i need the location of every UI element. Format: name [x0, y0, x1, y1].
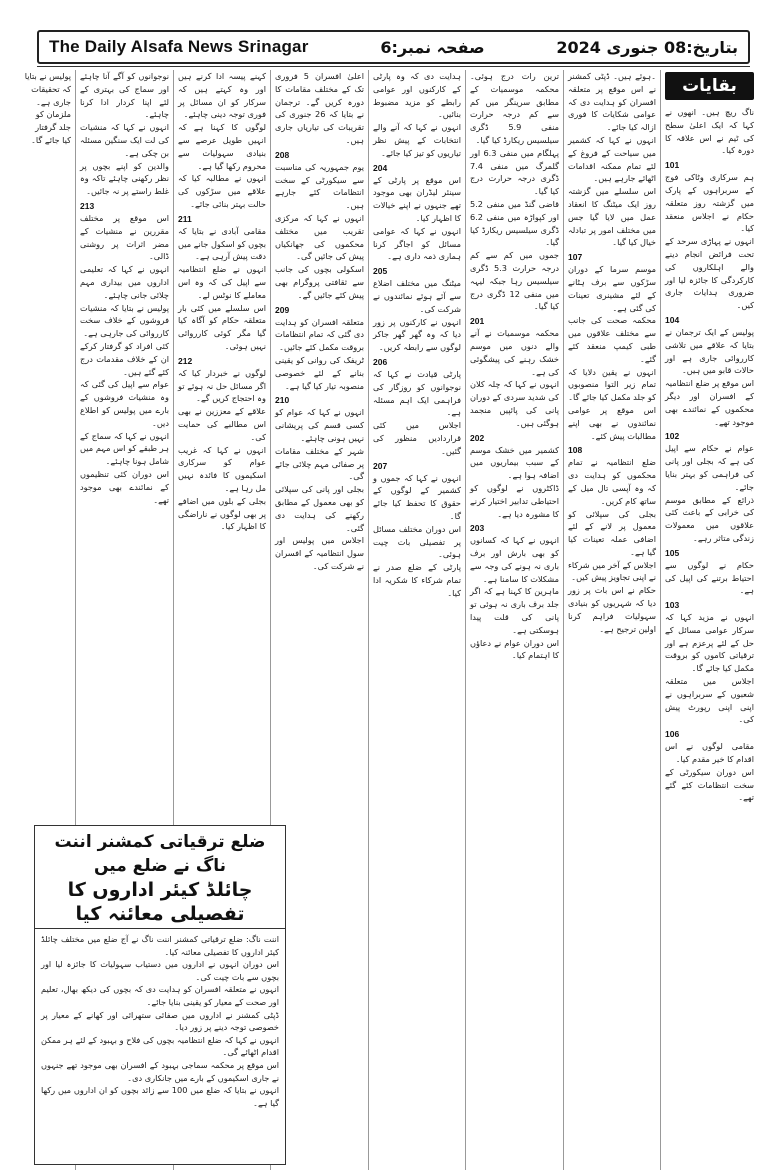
article-text: جموں میں کم سے کم درجہ حرارت 5.3 ڈگری سیلسیس رہا جبکہ لیہہ میں منفی 12 ڈگری درج کیا گیا۔ — [470, 250, 559, 312]
article-text: اجلاس میں پولیس اور سول انتظامیہ کے افسران نے شرکت کی۔ — [275, 535, 364, 571]
article-text: کیا جائے گا۔ — [31, 134, 71, 145]
article-text: ترین رات درج ہوئی۔ محکمہ موسمیات کے مطابق سرینگر میں کم سے کم درجہ حرارت منفی 5.9 ڈگری سیلسیس ریکارڈ کیا گیا۔ — [470, 71, 559, 145]
article-text: ہم سرکاری وٹاکی فوج کے سربراہوں کے پارک میں گزشتہ روز متعلقہ حکام نے اجلاس منعقد کیا۔ — [665, 172, 754, 234]
feature-text: اس موقع پر محکمہ سماجی بہبود کے افسران بھی موجود تھے جنہوں نے جاری اسکیموں کے بارے میں جانکاری دی۔ — [41, 1059, 279, 1083]
article-text: اس سلسلے میں کئی بار متعلقہ حکام کو آگاہ کیا گیا مگر کوئی کارروائی نہیں ہوئی۔ — [178, 302, 266, 351]
article-text: اجلاس کے آخر میں شرکاء نے اپنی تجاویز پیش کیں۔ — [568, 559, 656, 583]
article-text: پولیس کے ایک ترجمان نے بتایا کہ علاقے میں تلاشی کارروائی جاری ہے اور حالات قابو میں ہیں۔ — [665, 326, 754, 376]
story-marker: 202 — [470, 432, 485, 443]
article-text: ٹریفک کی روانی کو یقینی بنانے کے لئے خصوصی منصوبہ تیار کیا گیا ہے۔ — [275, 354, 364, 391]
article-text: پارٹی قیادت نے کہا کہ نوجوانوں کو روزگار کی فراہمی ایک اہم مسئلہ ہے۔ — [373, 368, 461, 418]
article-text: اس موقع پر عوامی نمائندوں نے بھی اپنے مطالبات پیش کئے۔ — [568, 404, 656, 441]
article-text: اعلیٰ افسران 5 فروری تک کے مختلف مقامات کا دورہ کریں گے۔ ترجمان نے بتایا کہ 26 جنوری کی تقریبات کی تیاریاں جاری ہیں۔ — [275, 71, 364, 145]
article-text: قاضی گنڈ میں منفی 5.2 اور کپواڑہ میں منفی 6.2 ڈگری سیلسیس ریکارڈ کیا گیا۔ — [470, 198, 559, 248]
story-marker: 213 — [80, 200, 95, 211]
article-text: ڈاکٹروں نے لوگوں کو احتیاطی تدابیر اختیار کرنے کا مشورہ دیا ہے۔ — [470, 482, 559, 519]
column-2 — [563, 70, 660, 1170]
article-text: انہوں نے کہا کہ سماج کے ہر طبقے کو اس مہم میں شامل ہونا چاہئے۔ — [80, 430, 169, 467]
article-text: انہوں نے کہا کہ جموں و کشمیر کے لوگوں کے حقوق کا تحفظ کیا جائے گا۔ — [373, 472, 461, 521]
article-text: موسم سرما کے دوران سڑکوں سے برف ہٹانے کے لئے مشینری تعینات کی گئی ہے۔ — [568, 264, 656, 313]
article-text: ذرائع کے مطابق موسم کی خرابی کے باعث کئی علاقوں میں معمولات زندگی متاثر رہے۔ — [665, 494, 754, 543]
article-text: کشمیر میں خشک موسم کے سبب بیماریوں میں اضافہ ہوا ہے۔ — [470, 444, 559, 481]
article-text: اس دوران سیکورٹی کے سخت انتظامات کئے گئے تھے۔ — [665, 766, 754, 803]
masthead — [37, 30, 750, 64]
feature-headline — [35, 826, 285, 929]
article-text: محکمہ موسمیات نے آنے والے دنوں میں موسم خشک رہنے کی پیشگوئی کی ہے۔ — [470, 328, 559, 377]
story-marker: 104 — [665, 314, 680, 325]
article-text: انہوں نے کہا کہ چلہ کلان کی شدید سردی کے دوران پانی کی پائپیں منجمد ہوگئی ہیں۔ — [470, 379, 559, 428]
story-marker: 201 — [470, 316, 485, 327]
story-marker: 103 — [665, 600, 680, 611]
issue-date: بتاریخ:08 جنوری 2024 — [556, 37, 738, 57]
section-title: بقایات — [665, 72, 754, 100]
article-text: انہوں نے کارکنوں پر زور دیا کہ وہ گھر گھر جاکر لوگوں سے رابطہ کریں۔ — [373, 316, 461, 353]
article-text: انہوں نے یقین دلایا کہ تمام زیر التوا منصوبوں کو جلد مکمل کیا جائے گا۔ — [568, 366, 656, 403]
column-1 — [660, 70, 758, 1170]
story-marker: 210 — [275, 395, 290, 406]
feature-body — [35, 929, 285, 1113]
article-text: انہوں نے مزید کہا کہ سرکار عوامی مسائل کے حل کے لئے پرعزم ہے اور ترقیاتی کاموں کو بروقت مکمل کیا جائے گا۔ — [665, 612, 754, 674]
article-text: ضلع انتظامیہ نے تمام محکموں کو ہدایت دی کہ وہ آپسی تال میل کے ساتھ کام کریں۔ — [568, 457, 656, 506]
article-text: والدین کو اپنے بچوں پر نظر رکھنی چاہئے تاکہ وہ غلط راستے پر نہ جائیں۔ — [80, 160, 169, 197]
article-text: نوجوانوں کو آگے آنا چاہئے اور سماج کی بہتری کے لئے اپنا کردار ادا کرنا چاہئے۔ — [80, 71, 169, 120]
article-text: انہوں نے کہا کہ عوامی مسائل کو اجاگر کرنا ہماری ذمہ داری ہے۔ — [373, 225, 461, 262]
article-text: متعلقہ افسران کو ہدایت دی گئی کہ تمام انتظامات بروقت مکمل کئے جائیں۔ — [275, 316, 364, 353]
article-text: اس دوران مختلف مسائل پر تفصیلی بات چیت ہوئی۔ — [373, 523, 461, 560]
article-text: انہوں نے کہا کہ کسانوں کو بھی بارش اور برف باری نہ ہونے کی وجہ سے مشکلات کا سامنا ہے۔ — [470, 535, 559, 584]
article-text: اجلاس میں کئی قراردادیں منظور کی گئیں۔ — [373, 420, 461, 456]
article-text: اسکولی بچوں کی جانب سے ثقافتی پروگرام بھی پیش کئے جائیں گے۔ — [275, 264, 364, 300]
article-text: مقامی لوگوں نے اس اقدام کا خیر مقدم کیا۔ — [665, 741, 754, 765]
page-number: صفحہ نمبر:6 — [380, 37, 485, 57]
article-text: اس دوران عوام نے دعاؤں کا اہتمام کیا۔ — [470, 637, 559, 661]
article-text: جلد گرفتار — [35, 122, 71, 133]
story-marker: 208 — [275, 149, 290, 160]
article-text: انہوں نے کہا کہ مرکزی تقریب میں مختلف محکموں کی جھانکیاں پیش کی جائیں گی۔ — [275, 212, 364, 262]
article-text: جاری ہے۔ — [36, 96, 71, 107]
article-text: اس دوران کئی تنظیموں کے نمائندے بھی موجود تھے۔ — [80, 468, 169, 505]
article-text: علاقے کے معززین نے بھی اس مطالبے کی حمایت کی۔ — [178, 406, 266, 442]
article-text: بجلی کے بلوں میں اضافے پر بھی لوگوں نے ناراضگی کا اظہار کیا۔ — [178, 495, 266, 532]
story-marker: 203 — [470, 523, 485, 534]
story-marker: 204 — [373, 162, 388, 173]
feature-story-box — [34, 825, 286, 1165]
story-marker: 107 — [568, 252, 583, 263]
article-text: لوگوں نے خبردار کیا کہ اگر مسائل حل نہ ہوئے تو وہ احتجاج کریں گے۔ — [178, 367, 266, 404]
story-marker: 207 — [373, 460, 388, 471]
story-marker: 106 — [665, 729, 680, 740]
article-text: انہوں نے مطالبہ کیا کہ علاقے میں سڑکوں کی حالت بہتر بنائی جائے۔ — [178, 173, 266, 209]
article-text: حکام نے لوگوں سے احتیاط برتنے کی اپیل کی ہے۔ — [665, 559, 754, 596]
story-marker: 108 — [568, 445, 583, 456]
article-text: بجلی کی سپلائی کو معمول پر لانے کے لئے اضافی عملہ تعینات کیا گیا ہے۔ — [568, 508, 656, 557]
article-text: انہوں نے کہا کہ منشیات کی لت ایک سنگین مسئلہ بن چکی ہے۔ — [80, 122, 169, 158]
feature-text: ڈپٹی کمشنر نے اداروں میں صفائی ستھرائی اور کھانے کے معیار پر خصوصی توجہ دینے پر زور دیا۔ — [41, 1009, 279, 1033]
article-text: ناگ ریچ ہیں۔ انھوں نے کہا کہ ایک اعلیٰ سطح کی ٹیم نے اس علاقہ کا دورہ کیا۔ — [665, 107, 754, 156]
article-text: اجلاس میں متعلقہ شعبوں کے سربراہوں نے اپنی اپنی رپورٹ پیش کی۔ — [665, 676, 754, 725]
feature-text: انہوں نے بتایا کہ ضلع میں 100 سے زائد بچوں کو ان اداروں میں رکھا گیا ہے۔ — [41, 1085, 279, 1108]
article-text: پولیس نے بتایا — [24, 71, 71, 81]
story-marker: 105 — [665, 547, 680, 558]
article-text: مقامی آبادی نے بتایا کہ بچوں کو اسکول جانے میں دقت پیش آرہی ہے۔ — [178, 225, 266, 262]
article-text: کئی افراد کو گرفتار کرکے ان کے خلاف مقدمات درج کئے گئے ہیں۔ — [80, 340, 169, 377]
article-text: کہنے پیسہ ادا کرنے ہیں اور وہ کہتے ہیں کہ سرکار کو ان مسائل پر فوری توجہ دینی چاہئے۔ — [178, 71, 266, 120]
article-text: انہوں نے کہا کہ کشمیر میں سیاحت کے فروغ کے لئے تمام ممکنہ اقدامات اٹھائے جارہے ہیں۔ — [568, 134, 656, 184]
feature-text: اننت ناگ: ضلع ترقیاتی کمشنر اننت ناگ نے آج ضلع میں مختلف چائلڈ کیئر اداروں کا تفصیلی معائنہ کیا۔ — [41, 934, 279, 957]
newspaper-name: The Daily Alsafa News Srinagar — [49, 37, 309, 56]
article-text: انہوں نے ضلع انتظامیہ سے اپیل کی کہ وہ اس معاملے کا نوٹس لے۔ — [178, 264, 266, 300]
feature-text: انہوں نے کہا کہ ضلع انتظامیہ بچوں کی فلاح و بہبود کے لئے ہر ممکن اقدام اٹھائے گی۔ — [41, 1034, 279, 1058]
article-text: عوام سے اپیل کی گئی کہ وہ منشیات فروشوں کے بارے میں پولیس کو اطلاع دیں۔ — [80, 379, 169, 428]
column-3 — [465, 70, 563, 1170]
story-marker: 102 — [665, 431, 680, 442]
story-marker: 211 — [178, 213, 192, 224]
article-text: محکمہ صحت کی جانب سے مختلف علاقوں میں طبی کیمپ منعقد کئے گئے۔ — [568, 315, 656, 364]
feature-text: انہوں نے متعلقہ افسران کو ہدایت دی کہ بچوں کی دیکھ بھال، تعلیم اور صحت کے معیار کو یقینی بنایا جائے۔ — [41, 984, 279, 1007]
article-text: انہوں نے پہاڑی سرحد کے تحت فرائض انجام دینے والے اہلکاروں کی کارکردگی کا جائزہ لیا اور ضروری ہدایات جاری کیں۔ — [665, 236, 754, 311]
article-text: پہلگام میں منفی 6.3 اور گلمرگ میں منفی 7.4 ڈگری درجہ حرارت درج کیا گیا۔ — [470, 147, 559, 197]
article-text: بجلی اور پانی کی سپلائی کو بھی معمول کے مطابق رکھنے کی ہدایت دی گئی۔ — [275, 484, 364, 533]
article-text: شہر کے مختلف مقامات پر صفائی مہم چلائی جائے گی۔ — [275, 445, 364, 482]
article-text: ۔ہوئے ہیں۔ ڈپٹی کمشنر نے اس موقع پر متعلقہ افسران کو ہدایت دی کہ عوامی شکایات کا فوری ازالہ کیا جائے۔ — [568, 71, 656, 133]
article-text: لوگوں کا کہنا ہے کہ انہیں طویل عرصے سے بنیادی سہولیات سے محروم رکھا گیا ہے۔ — [178, 122, 266, 171]
story-marker: 206 — [373, 356, 388, 367]
article-text: انہوں نے کہا کہ تعلیمی اداروں میں بیداری مہم چلائی جانی چاہئے۔ — [80, 264, 169, 300]
article-text: ملزمان کو — [35, 109, 71, 120]
feature-text: اس دوران انہوں نے اداروں میں دستیاب سہولیات کا جائزہ لیا اور بچوں سے بات چیت کی۔ — [41, 959, 279, 982]
story-marker: 205 — [373, 266, 388, 277]
article-text: یوم جمہوریہ کی مناسبت سے سیکورٹی کے سخت انتظامات کئے جارہے ہیں۔ — [275, 161, 364, 211]
article-text: حکام نے اس بات پر زور دیا کہ شہریوں کو بنیادی سہولیات فراہم کرنا اولین ترجیح ہے۔ — [568, 585, 656, 634]
article-text: پولیس نے بتایا کہ منشیات فروشوں کے خلاف سخت کارروائی کی جارہی ہے۔ — [80, 302, 169, 339]
column-4 — [368, 70, 465, 1170]
article-text: اس موقع پر مختلف مقررین نے منشیات کے مضر اثرات پر روشنی ڈالی۔ — [80, 212, 169, 262]
article-text: انہوں نے کہا کہ آنے والے انتخابات کے پیش نظر تیاریوں کو تیز کیا جائے۔ — [373, 122, 461, 158]
masthead-rule — [37, 66, 750, 67]
article-text: میٹنگ میں مختلف اضلاع سے آئے ہوئے نمائندوں نے شرکت کی۔ — [373, 278, 461, 314]
feature-headline-line-2: چائلڈ کیئر اداروں کا تفصیلی معائنہ کیا — [67, 879, 253, 925]
story-marker: 209 — [275, 304, 290, 315]
article-text: ماہرین کا کہنا ہے کہ اگر جلد برف باری نہ ہوئی تو پانی کی قلت پیدا ہوسکتی ہے۔ — [470, 586, 559, 635]
article-text: اس موقع پر ضلع انتظامیہ کے افسران اور دیگر محکموں کے نمائندے بھی موجود تھے۔ — [665, 378, 754, 427]
article-text: انہوں نے کہا کہ عوام کو کسی قسم کی پریشانی نہیں ہونی چاہئے۔ — [275, 407, 364, 443]
article-text: کہ تحقیقات — [31, 83, 71, 94]
article-text: ہدایت دی کہ وہ پارٹی کے کارکنوں اور عوامی رابطے کو مزید مضبوط بنائیں۔ — [373, 71, 461, 120]
article-text: اس موقع پر پارٹی کے سینئر لیڈران بھی موجود تھے جنہوں نے اپنے خیالات کا اظہار کیا۔ — [373, 174, 461, 223]
story-marker: 101 — [665, 160, 680, 171]
article-text: انہوں نے کہا کہ غریب عوام کو سرکاری اسکیموں کا فائدہ نہیں مل رہا ہے۔ — [178, 444, 266, 493]
story-marker: 212 — [178, 355, 193, 366]
article-text: پارٹی کے ضلع صدر نے تمام شرکاء کا شکریہ ادا کیا۔ — [373, 562, 461, 598]
feature-headline-line-1: ضلع ترقیاتی کمشنر اننت ناگ نے ضلع میں — [54, 832, 266, 876]
article-text: اس سلسلے میں گزشتہ روز ایک میٹنگ کا انعقاد عمل میں لایا گیا جس میں مختلف امور پر تبادلہ خیال کیا گیا۔ — [568, 186, 656, 248]
article-text: عوام نے حکام سے اپیل کی ہے کہ بجلی اور پانی کی فراہمی کو بہتر بنایا جائے۔ — [665, 443, 754, 492]
